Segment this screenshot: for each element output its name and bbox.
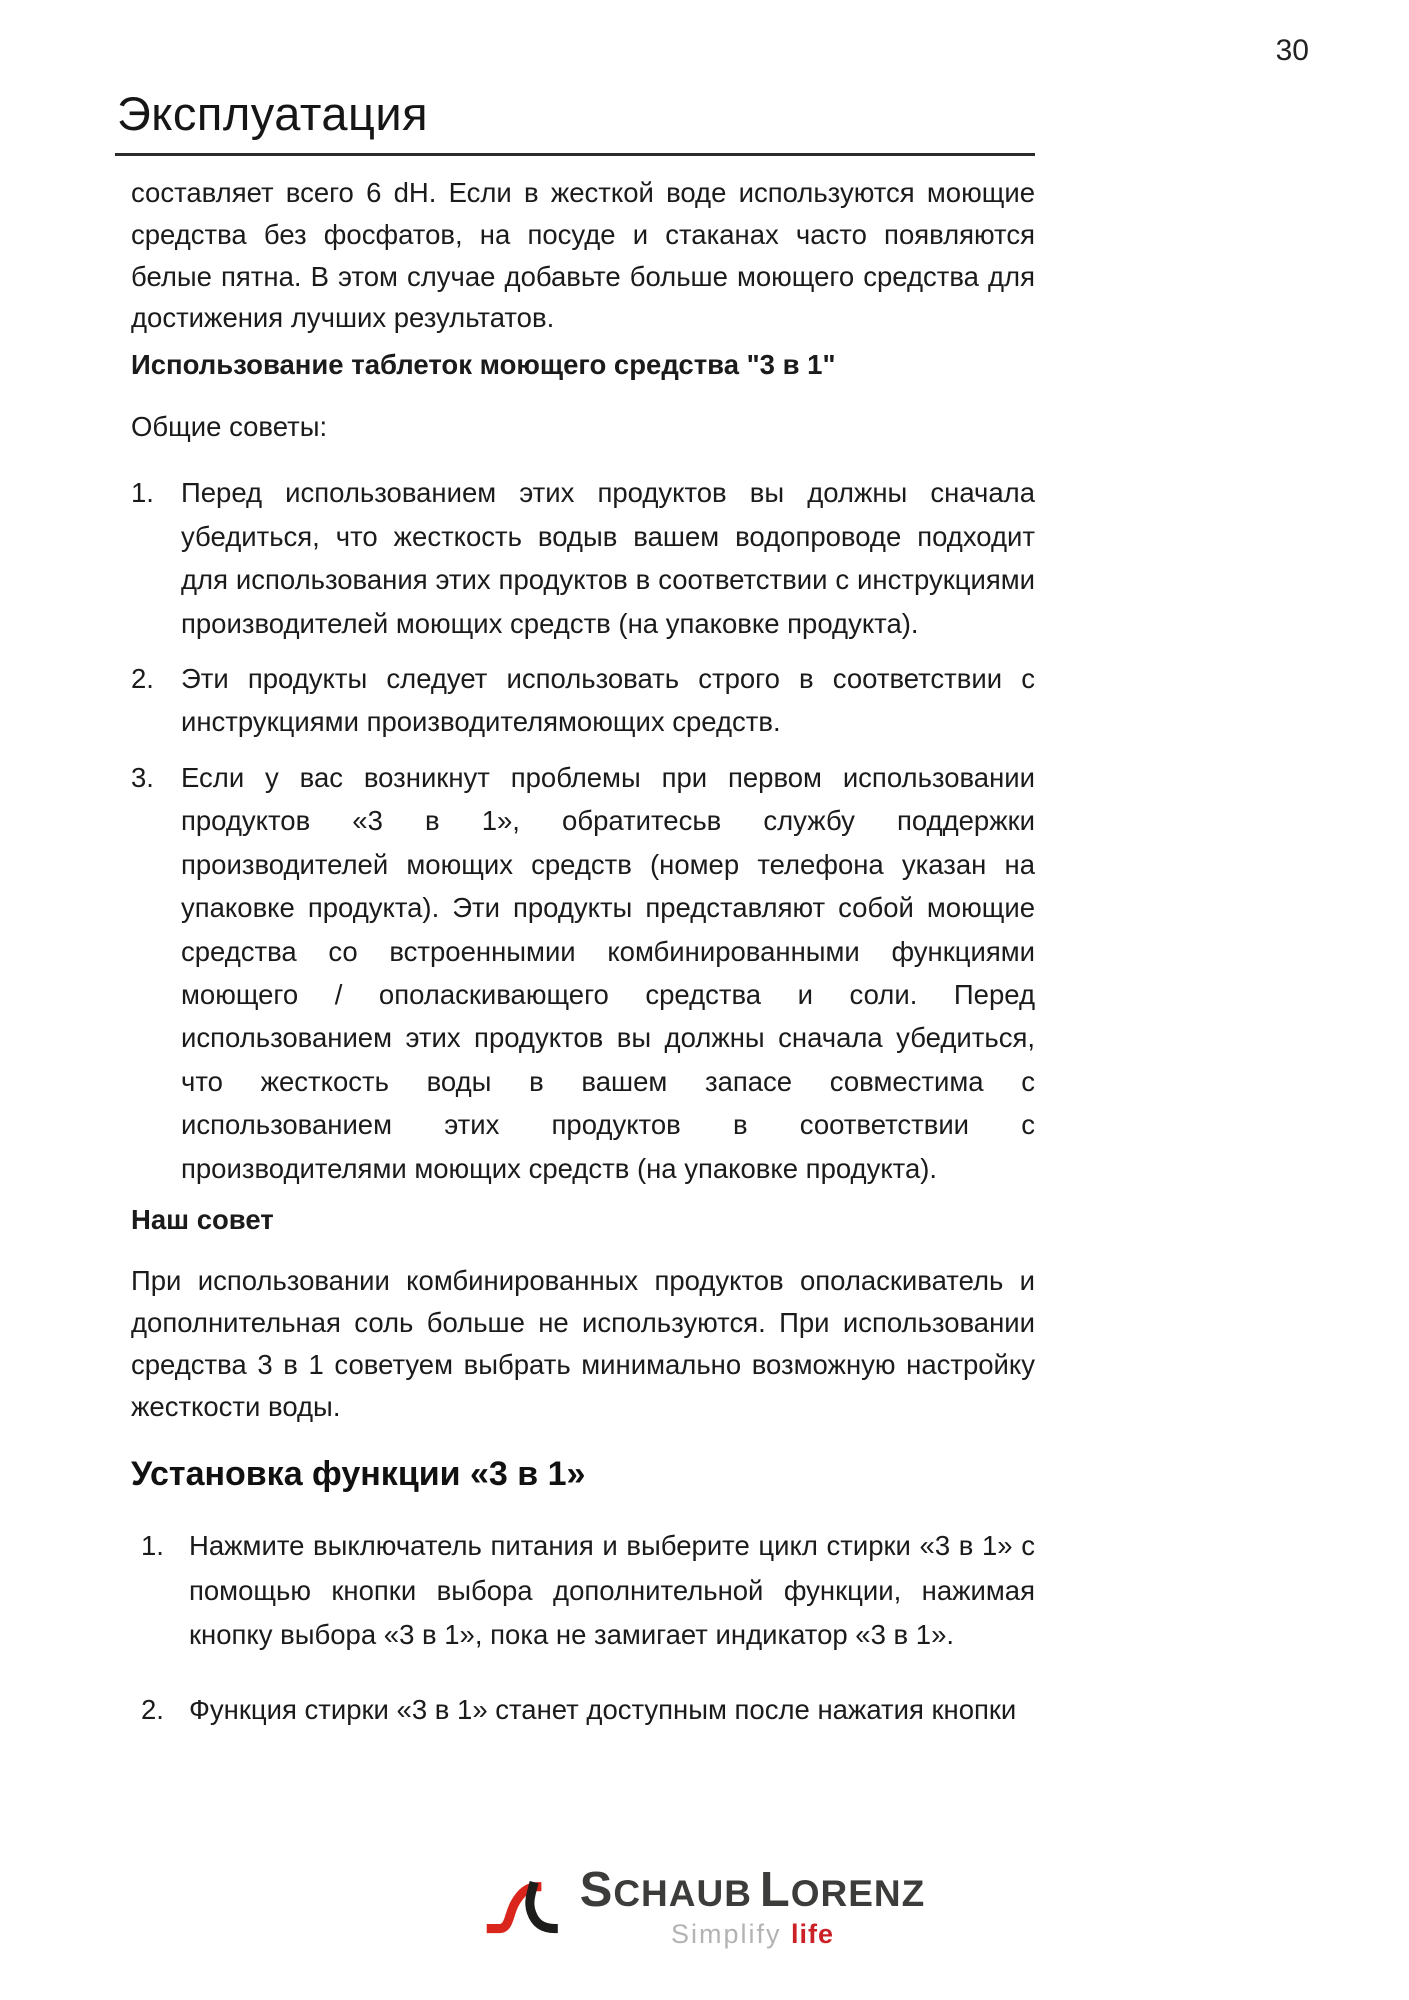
list-item-number: 2. (141, 1694, 164, 1726)
list-item (131, 756, 1035, 1190)
tagline-simplify: Simplify (670, 1918, 791, 1949)
page-title: Эксплуатация (115, 86, 1035, 156)
list-item-number: 1. (141, 1530, 164, 1562)
list-item-number: 3. (131, 761, 154, 793)
page-content (115, 86, 1035, 1763)
list-item (131, 471, 1035, 645)
list-item-number: 2. (131, 662, 154, 694)
brand-footer (0, 1863, 1409, 1949)
tablets-heading: Использование таблеток моющего средства "3 в 1" (131, 349, 836, 381)
steps-list (141, 1524, 1035, 1732)
general-tips-label: Общие советы: (131, 411, 328, 443)
tips-list (131, 471, 1035, 1190)
brand-word-lorenz: LORENZ (759, 1863, 926, 1917)
tagline-life: life (790, 1918, 834, 1949)
list-item-text: Нажмите выключатель питания и выберите цикл стирки «3 в 1» с помощью кнопки выбора дополнительной функции, нажимая кнопку выбора «3 в 1», пока не замигает индикатор «3 в 1». (189, 1530, 1035, 1651)
advice-paragraph: При использовании комбинированных продуктов ополаскиватель и дополнительная соль больше не используются. При использовании средства 3 в 1 советуем выбрать минимально возможную настройку жесткости воды. (131, 1265, 1035, 1422)
brand-word-schaub: SCHAUB (579, 1863, 752, 1917)
list-item-text: Эти продукты следует использовать строго в соответствии с инструкциями производителямоющих средств. (181, 662, 1035, 738)
setup-heading: Установка функции «3 в 1» (131, 1455, 586, 1494)
page-number: 30 (1275, 34, 1309, 67)
list-item (131, 657, 1035, 744)
list-item (141, 1524, 1035, 1658)
list-item-text: Перед использованием этих продуктов вы должны сначала убедиться, что жесткость водыв вашем водопроводе подходит для использования этих продуктов в соответствии с инструкциями производителей моющих средств (на упаковке продукта). (181, 477, 1035, 639)
list-item-text: Функция стирки «3 в 1» станет доступным после нажатия кнопки (189, 1694, 1017, 1726)
list-item (141, 1688, 1035, 1733)
intro-paragraph: составляет всего 6 dH. Если в жесткой воде используются моющие средства без фосфатов, на посуде и стаканах часто появляются белые пятна. В этом случае добавьте больше моющего средства для достижения лучших результатов. (131, 177, 1035, 334)
brand-tagline (670, 1918, 834, 1949)
schaub-lorenz-logo-icon (484, 1870, 566, 1938)
brand-text-block (579, 1863, 926, 1949)
list-item-text: Если у вас возникнут проблемы при первом использовании продуктов «3 в 1», обратитесьв службу поддержки производителей моющих средств (номер телефона указан на упаковке продукта). Эти продукты представляют собой моющие средства со встроеннымии комбинированными функциями моющего / ополаскивающего средства и соли. Перед использованием этих продуктов вы должны сначала убедиться, что жесткость воды в вашем запасе совместима с использованием этих продуктов в соответствии с производителями моющих средств (на упаковке продукта). (181, 761, 1035, 1184)
advice-heading: Наш совет (131, 1204, 274, 1236)
brand-name (579, 1863, 926, 1917)
list-item-number: 1. (131, 477, 154, 509)
